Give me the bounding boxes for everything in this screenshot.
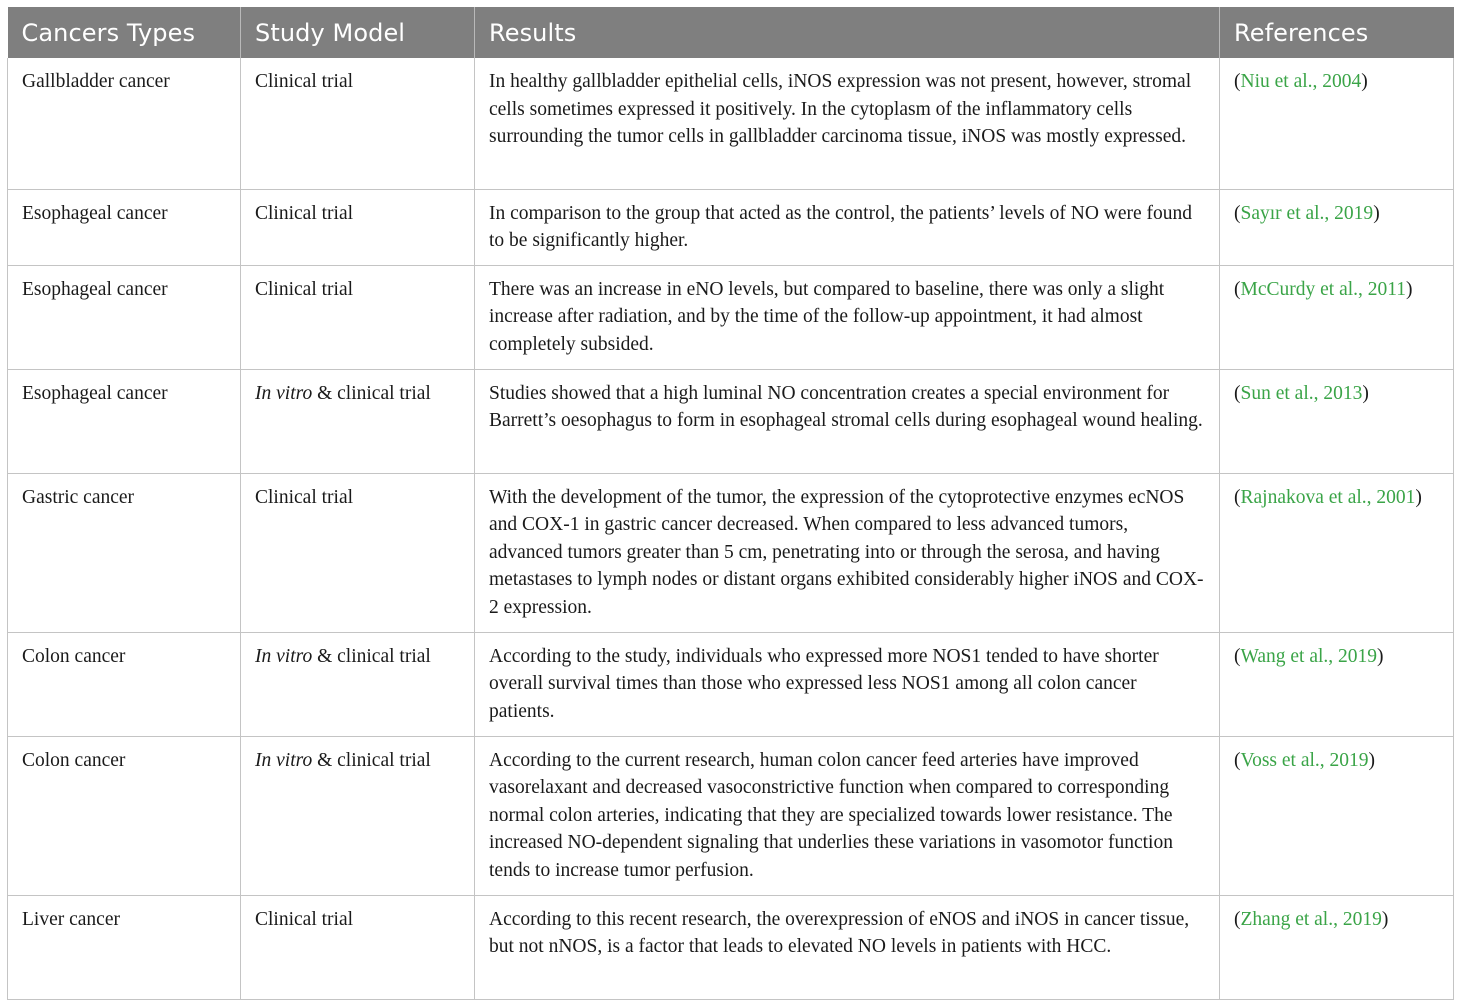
cell-cancer-type: Colon cancer [8, 736, 241, 895]
cell-cancer-type: Esophageal cancer [8, 189, 241, 265]
cell-results: According to the study, individuals who expressed more NOS1 tended to have shorter overall survival times than those who expressed less NOS1 among all colon cancer patients. [475, 632, 1220, 736]
header-study-model: Study Model [241, 7, 475, 58]
header-cancer-type: Cancers Types [8, 7, 241, 58]
table-header-row [8, 7, 1454, 58]
results-table [7, 7, 1454, 1000]
reference-link[interactable]: McCurdy et al., 2011 [1240, 278, 1407, 300]
table-row [8, 736, 1454, 895]
cell-reference: (McCurdy et al., 2011) [1220, 265, 1454, 369]
reference-link[interactable]: Niu et al., 2004 [1240, 71, 1362, 92]
cell-study-model [241, 736, 475, 895]
results-table-container [7, 7, 1453, 1000]
study-model-text: Clinical trial [255, 202, 354, 224]
table-row [8, 58, 1454, 189]
reference-link[interactable]: Sayır et al., 2019 [1240, 202, 1374, 224]
study-model-text: Clinical trial [255, 71, 354, 92]
cell-cancer-type: Esophageal cancer [8, 369, 241, 473]
reference-link[interactable]: Wang et al., 2019 [1240, 645, 1378, 667]
table-row [8, 189, 1454, 265]
study-model-italic: In vitro [255, 749, 313, 771]
cell-results: There was an increase in eNO levels, but compared to baseline, there was only a slight increase after radiation, and by the time of the follow-up appointment, it had almost completely subsided. [475, 265, 1220, 369]
cell-cancer-type: Liver cancer [8, 895, 241, 999]
reference-link[interactable]: Rajnakova et al., 2001 [1240, 486, 1416, 508]
cell-study-model [241, 369, 475, 473]
table-row [8, 895, 1454, 999]
header-references: References [1220, 7, 1454, 58]
cell-reference: (Rajnakova et al., 2001) [1220, 473, 1454, 632]
header-results: Results [475, 7, 1220, 58]
cell-reference: (Niu et al., 2004) [1220, 58, 1454, 189]
cell-study-model [241, 632, 475, 736]
cell-results: In healthy gallbladder epithelial cells, iNOS expression was not present, however, stromal cells sometimes expressed it positively. In the cytoplasm of the inflammatory cells surrounding the tumor cells in gallbladder carcinoma tissue, iNOS was mostly expressed. [475, 58, 1220, 189]
table-row [8, 473, 1454, 632]
cell-study-model [241, 895, 475, 999]
cell-study-model [241, 265, 475, 369]
cell-cancer-type: Gastric cancer [8, 473, 241, 632]
cell-cancer-type: Gallbladder cancer [8, 58, 241, 189]
table-row [8, 265, 1454, 369]
study-model-italic: In vitro [255, 645, 313, 667]
study-model-text: & clinical trial [312, 749, 431, 771]
cell-study-model [241, 58, 475, 189]
study-model-text: & clinical trial [312, 382, 431, 404]
cell-study-model [241, 473, 475, 632]
cell-cancer-type: Colon cancer [8, 632, 241, 736]
cell-reference: (Sayır et al., 2019) [1220, 189, 1454, 265]
study-model-text: & clinical trial [312, 645, 431, 667]
study-model-text: Clinical trial [255, 486, 354, 508]
study-model-italic: In vitro [255, 382, 313, 404]
cell-results: According to this recent research, the overexpression of eNOS and iNOS in cancer tissue, but not nNOS, is a factor that leads to elevated NO levels in patients with HCC. [475, 895, 1220, 999]
cell-results: According to the current research, human colon cancer feed arteries have improved vasorelaxant and decreased vasoconstrictive function when compared to corresponding normal colon arteries, indicating that they are specialized towards lower resistance. The increased NO-dependent signaling that underlies these variations in vasomotor function tends to increase tumor perfusion. [475, 736, 1220, 895]
table-row [8, 369, 1454, 473]
reference-link[interactable]: Zhang et al., 2019 [1240, 908, 1382, 930]
cell-results: With the development of the tumor, the expression of the cytoprotective enzymes ecNOS and COX-1 in gastric cancer decreased. When compared to less advanced tumors, advanced tumors greater than 5 cm, penetrating into or through the serosa, and having metastases to lymph nodes or distant organs exhibited considerably higher iNOS and COX-2 expression. [475, 473, 1220, 632]
cell-study-model [241, 189, 475, 265]
cell-results: In comparison to the group that acted as the control, the patients’ levels of NO were found to be significantly higher. [475, 189, 1220, 265]
reference-link[interactable]: Sun et al., 2013 [1240, 382, 1363, 404]
cell-reference: (Zhang et al., 2019) [1220, 895, 1454, 999]
cell-reference: (Wang et al., 2019) [1220, 632, 1454, 736]
cell-reference: (Voss et al., 2019) [1220, 736, 1454, 895]
study-model-text: Clinical trial [255, 278, 354, 300]
table-row [8, 632, 1454, 736]
study-model-text: Clinical trial [255, 908, 354, 930]
cell-reference: (Sun et al., 2013) [1220, 369, 1454, 473]
cell-cancer-type: Esophageal cancer [8, 265, 241, 369]
cell-results: Studies showed that a high luminal NO concentration creates a special environment for Barrett’s oesophagus to form in esophageal stromal cells during esophageal wound healing. [475, 369, 1220, 473]
reference-link[interactable]: Voss et al., 2019 [1240, 749, 1369, 771]
